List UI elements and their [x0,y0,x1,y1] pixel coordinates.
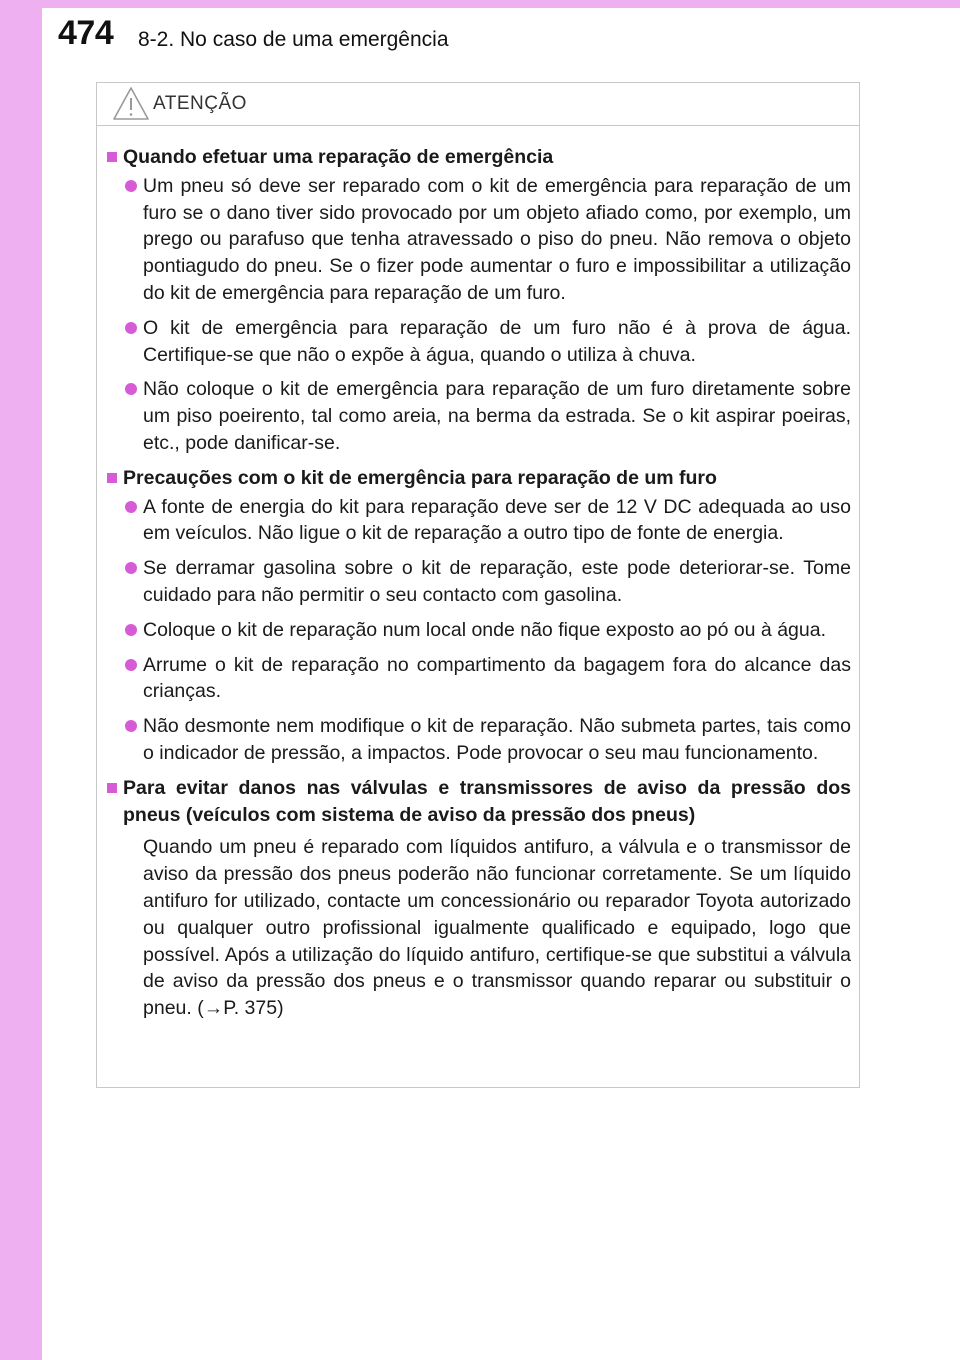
circle-bullet-icon [125,501,137,513]
list-item-text: A fonte de energia do kit para reparação deve ser de 12 V DC adequada ao uso em veículos. Não ligue o kit de reparação a outro tipo de fonte de energia. [143,495,851,545]
list-item-text: Coloque o kit de reparação num local onde não fique exposto ao pó ou à água. [143,618,826,641]
square-bullet-icon [107,783,117,793]
list-item-text: Não desmonte nem modifique o kit de reparação. Não submeta partes, tais como o indicador de pressão, a impactos. Pode provocar o seu mau funcionamento. [143,715,851,764]
list-item [125,555,851,609]
list-item [125,173,851,307]
list-item-text: Um pneu só deve ser reparado com o kit de emergência para reparação de um furo se o dano tiver sido provocado por um objeto afiado como, por exemplo, um prego ou parafuso que tenha atravessado o piso do pneu. Não remova o objeto pontiagudo do pneu. Se o fizer pode aumentar o furo e impossibilitar a utilização do kit de emergência para reparação de um furo. [143,174,851,304]
section-emergency-repair [105,144,851,457]
list-item-text: Não coloque o kit de emergência para reparação de um furo diretamente sobre um piso poeirento, tal como areia, na berma da estrada. Se o kit aspirar poeiras, etc., pode danificar-se. [143,378,851,454]
section-paragraph: Quando um pneu é reparado com líquidos antifuro, a válvula e o transmissor de aviso da pressão dos pneus poderão não funcionar corretamente. Se um líquido antifuro for utilizado, contacte um concessionário ou reparador Toyota autorizado ou qualquer outro profissional igualmente qualificado e equipado, logo que possível. Após a utilização do líquido antifuro, certifique-se que substitui a válvula de aviso da pressão dos pneus e o transmissor quando reparar ou substituir o pneu. (→P. 375) [143,836,851,1020]
circle-bullet-icon [125,180,137,192]
list-item [125,713,851,767]
square-bullet-icon [107,152,117,162]
list-item-text: O kit de emergência para reparação de um furo não é à prova de água. Certifique-se que não o expõe à água, quando o utiliza à chuva. [143,316,851,366]
list-item [125,315,851,369]
top-color-band [42,0,960,8]
warning-body [97,126,859,1022]
warning-triangle-icon [111,85,151,123]
section-tpms-valves [105,775,851,1022]
page-number: 474 [58,14,114,52]
section-heading-text: Para evitar danos nas válvulas e transmissores de aviso da pressão dos pneus (veículos com sistema de aviso da pressão dos pneus) [123,776,851,826]
warning-header [97,83,859,126]
warning-box [96,82,860,1088]
list-item-text: Se derramar gasolina sobre o kit de reparação, este pode deteriorar-se. Tome cuidado para não permitir o seu contacto com gasolina. [143,557,851,606]
section-heading [105,465,851,492]
square-bullet-icon [107,473,117,483]
circle-bullet-icon [125,624,137,636]
list-item [125,494,851,548]
list-item [125,652,851,706]
section-heading [105,144,851,171]
circle-bullet-icon [125,720,137,732]
list-item [125,376,851,456]
circle-bullet-icon [125,659,137,671]
section-heading-text: Quando efetuar uma reparação de emergência [123,146,554,168]
section-kit-precautions [105,465,851,767]
side-color-strip [0,0,42,1360]
list-item-text: Arrume o kit de reparação no compartimento da bagagem fora do alcance das crianças. [143,653,851,703]
list-item [125,617,851,644]
circle-bullet-icon [125,322,137,334]
warning-label: ATENÇÃO [153,93,247,114]
section-heading-text: Precauções com o kit de emergência para reparação de um furo [123,466,717,489]
circle-bullet-icon [125,383,137,395]
section-title: 8-2. No caso de uma emergência [138,28,449,51]
section-heading [105,775,851,829]
circle-bullet-icon [125,562,137,574]
